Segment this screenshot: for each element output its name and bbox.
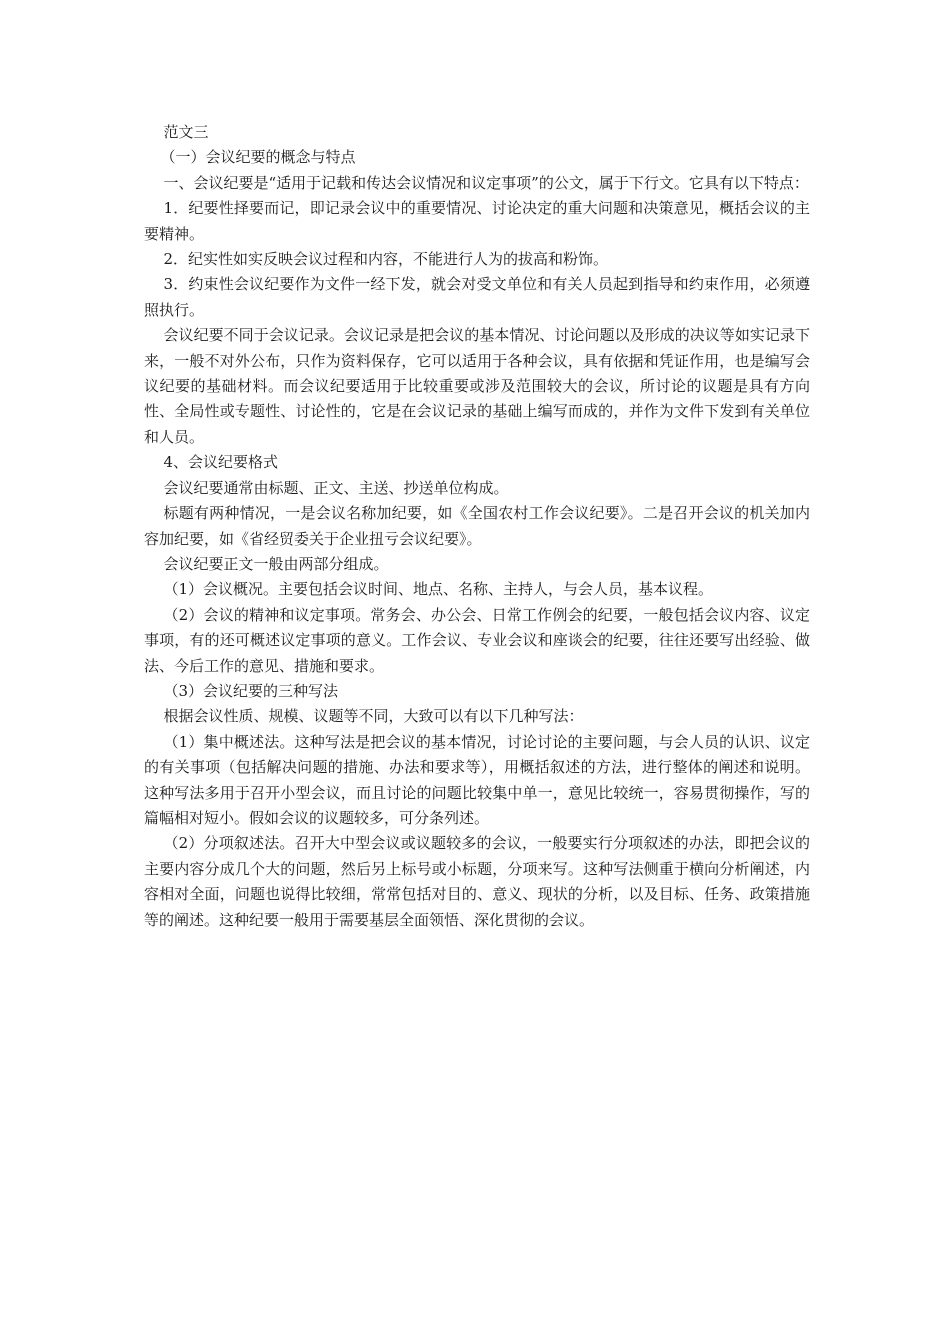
paragraph-spirit: （2）会议的精神和议定事项。常务会、办公会、日常工作例会的纪要，一般包括会议内容、议定事项，有的还可概述议定事项的意义。工作会议、专业会议和座谈会的纪要，往往还要写出经验、做法、今后工作的意见、措施和要求。 [144, 605, 810, 675]
paragraph-title-types: 标题有两种情况，一是会议名称加纪要，如《全国农村工作会议纪要》。二是召开会议的机关加内容加纪要，如《省经贸委关于企业扭亏会议纪要》。 [144, 504, 810, 548]
paragraph-structure: 会议纪要通常由标题、正文、主送、抄送单位构成。 [163, 478, 509, 497]
document-title: 范文三 [163, 123, 209, 141]
section-heading-methods: （3）会议纪要的三种写法 [163, 681, 339, 700]
paragraph-difference: 会议纪要不同于会议记录。会议记录是把会议的基本情况、讨论问题以及形成的决议等如实记录下来，一般不对外公布，只作为资料保存，它可以适用于各种会议，具有依据和凭证作用，也是编写会议纪要的基础材料。而会议纪要适用于比较重要或涉及范围较大的会议，所讨论的议题是具有方向性、全局性或专题性、讨论性的，它是在会议记录的基础上编写而成的，并作为文件下发到有关单位和人员。 [144, 326, 810, 446]
paragraph-methods-intro: 根据会议性质、规模、议题等不同，大致可以有以下几种写法： [163, 707, 584, 726]
paragraph-overview: （1）会议概况。主要包括会议时间、地点、名称、主持人，与会人员，基本议程。 [163, 580, 714, 599]
paragraph-method-1: （1）集中概述法。这种写法是把会议的基本情况，讨论讨论的主要问题，与会人员的认识、议定的有关事项（包括解决问题的措施、办法和要求等），用概括叙述的方法，进行整体的阐述和说明。这种写法多用于召开小型会议，而且讨论的问题比较集中单一，意见比较统一，容易贯彻操作，写的篇幅相对短小。假如会议的议题较多，可分条列述。 [144, 732, 810, 827]
paragraph-feature-3: 3．约束性会议纪要作为文件一经下发，就会对受文单位和有关人员起到指导和约束作用，必须遵照执行。 [144, 275, 810, 319]
paragraph-feature-1: 1．纪要性择要而记，即记录会议中的重要情况、讨论决定的重大问题和决策意见，概括会议的主要精神。 [144, 199, 810, 243]
paragraph-method-2: （2）分项叙述法。召开大中型会议或议题较多的会议，一般要实行分项叙述的办法，即把会议的主要内容分成几个大的问题，然后另上标号或小标题，分项来写。这种写法侧重于横向分析阐述，内容相对全面，问题也说得比较细，常常包括对目的、意义、现状的分析，以及目标、任务、政策措施等的阐述。这种纪要一般用于需要基层全面领悟、深化贯彻的会议。 [144, 834, 810, 929]
section-heading-concept: （一）会议纪要的概念与特点 [160, 148, 356, 167]
paragraph-feature-2: 2．纪实性如实反映会议过程和内容，不能进行人为的拔高和粉饰。 [163, 250, 609, 269]
paragraph-definition: 一、会议纪要是“适用于记载和传达会议情况和议定事项”的公文，属于下行文。它具有以下特点： [163, 173, 809, 192]
paragraph-body-parts: 会议纪要正文一般由两部分组成。 [163, 554, 389, 573]
section-heading-format: 4、会议纪要格式 [163, 453, 279, 472]
document-body [144, 120, 810, 933]
